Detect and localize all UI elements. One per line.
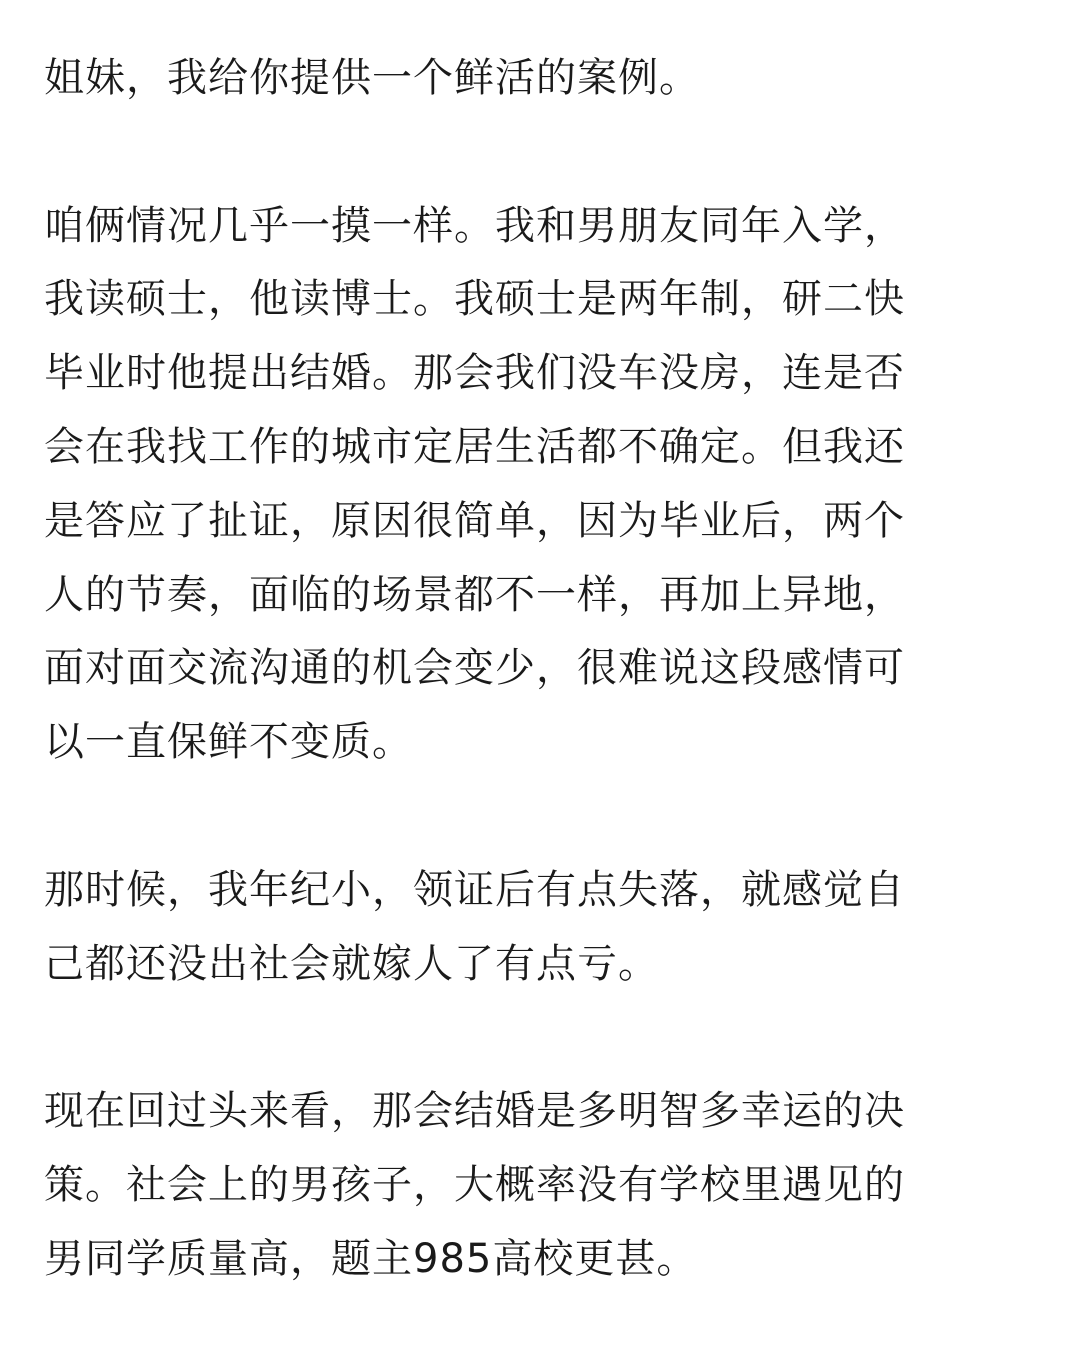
paragraph-1	[44, 42, 1034, 116]
text-line: 策。社会上的男孩子，大概率没有学校里遇见的	[44, 1161, 905, 1208]
text-line: 我读硕士，他读博士。我硕士是两年制，研二快	[44, 276, 905, 323]
article-body	[44, 42, 1034, 1370]
paragraph-3	[44, 854, 1034, 1002]
text-line: 人的节奏，面临的场景都不一样，再加上异地，	[44, 571, 905, 618]
text-line: 现在回过头来看，那会结婚是多明智多幸运的决	[44, 1088, 905, 1135]
text-line: 是答应了扯证，原因很简单，因为毕业后，两个	[44, 497, 905, 544]
text-line: 会在我找工作的城市定居生活都不确定。但我还	[44, 423, 905, 470]
text-line: 面对面交流沟通的机会变少，很难说这段感情可	[44, 645, 905, 692]
text-line: 咱俩情况几乎一摸一样。我和男朋友同年入学，	[44, 202, 905, 249]
paragraph-2	[44, 190, 1034, 780]
text-line: 那时候，我年纪小，领证后有点失落，就感觉自	[44, 866, 905, 913]
text-line: 以一直保鲜不变质。	[44, 719, 413, 766]
text-line: 己都还没出社会就嫁人了有点亏。	[44, 940, 659, 987]
text-line: 男同学质量高，题主985高校更甚。	[44, 1235, 698, 1282]
paragraph-4	[44, 1075, 1034, 1296]
text-line: 姐妹，我给你提供一个鲜活的案例。	[44, 55, 700, 101]
text-line: 毕业时他提出结婚。那会我们没车没房，连是否	[44, 350, 905, 397]
